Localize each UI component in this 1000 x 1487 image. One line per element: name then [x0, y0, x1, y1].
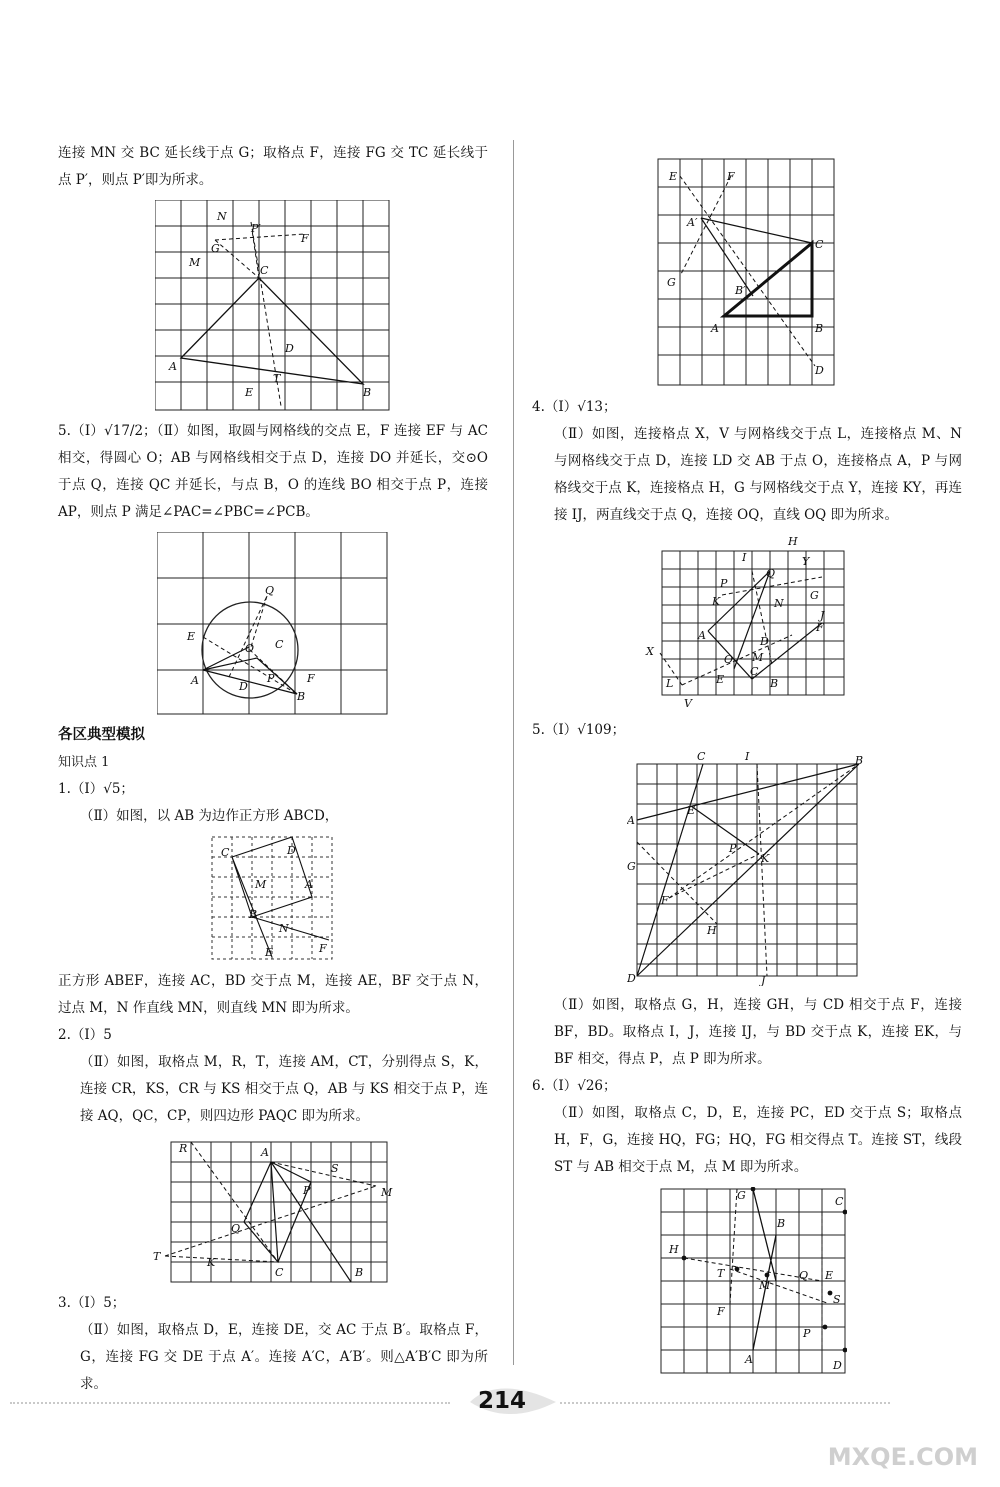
- watermark: MXQE.COM: [827, 1443, 978, 1471]
- label-b: B: [770, 677, 779, 690]
- label-o: O: [724, 653, 734, 666]
- figure-grid-triangle-abc: [155, 200, 391, 412]
- label-e: E: [687, 804, 696, 817]
- label-d: D: [760, 635, 769, 648]
- label-g: G: [627, 860, 636, 873]
- label-p: P: [267, 672, 275, 685]
- label-s: S: [331, 1162, 339, 1175]
- paragraph-p-prime: 连接 MN 交 BC 延长线于点 G；取格点 F，连接 FG 交 TC 延长线于点 P′，则点 P′即为所求。: [58, 145, 488, 188]
- grid: [155, 200, 389, 410]
- label-p: P: [303, 1184, 311, 1197]
- q4-part2: （Ⅱ）如图，连接格点 X，V 与网格线交于点 L，连接格点 M、N 与网格线交于点 D，连接 LD 交 AB 于点 O，连接格点 A，P 与网格线交于点 K，连接格点 H，G 与网格线交于点 Y，连接 KY，再连接 IJ，两直线交于点 Q，连接 OQ，直线 OQ 即为所求。: [554, 426, 962, 523]
- label-f: F: [727, 170, 735, 183]
- label-r: R: [179, 1142, 188, 1155]
- label-b: B: [855, 754, 864, 767]
- label-m: M: [255, 878, 267, 891]
- q6-part1: 6.（Ⅰ）√26；: [532, 1078, 617, 1094]
- label-m: M: [759, 1279, 771, 1292]
- label-q: Q: [766, 567, 776, 580]
- label-a: A: [745, 1353, 753, 1366]
- label-t: T: [273, 372, 281, 385]
- q5-part1: 5.（Ⅰ）√109；: [532, 722, 626, 738]
- label-b-prime: B′: [735, 284, 746, 297]
- label-s: S: [833, 1293, 841, 1306]
- figure-quadrilateral-paqc: [151, 1136, 395, 1284]
- label-f: F: [661, 894, 669, 907]
- q2-part2: （Ⅱ）如图，取格点 M，R，T，连接 AM，CT，分别得点 S，K，连接 CR，KS，CR 与 KS 相交于点 Q，AB 与 KS 相交于点 P，连接 AQ，QC，CP，则四边形 PAQC 即为所求。: [80, 1054, 488, 1124]
- footer-rule-left: [10, 1402, 450, 1406]
- label-b: B: [297, 690, 306, 703]
- label-y: Y: [802, 555, 810, 568]
- label-t: T: [153, 1250, 161, 1263]
- q3-part1: 3.（Ⅰ）5；: [58, 1295, 126, 1311]
- label-e: E: [716, 673, 725, 686]
- question-5-body: 如图，取圆与网格线的交点 E，F 连接 EF 与 AC 相交，得圆心 O；AB 与网格线相交于点 D，连接 DO 并延长，交⊙O 于点 Q，连接 QC 并延长，与点 B，O 的连线 BO 相交于点 P，连接 AP，则点 P 满足∠PAC=∠PBC=∠PCB。: [58, 423, 488, 520]
- label-l: L: [666, 677, 674, 690]
- label-n: N: [774, 597, 784, 610]
- q6-part2: （Ⅱ）如图，取格点 C，D，E，连接 PC，ED 交于点 S；取格点 H，F，G，连接 HQ，FG；HQ，FG 相交得点 T。连接 ST，线段 ST 与 AB 相交于点 M，点 M 即为所求。: [554, 1105, 962, 1175]
- label-c: C: [697, 750, 706, 763]
- figure-squares-dashed: [211, 836, 335, 962]
- label-j: J: [761, 974, 766, 986]
- label-e: E: [245, 386, 254, 399]
- label-d: D: [833, 1359, 842, 1372]
- topic-label: 知识点 1: [58, 755, 110, 770]
- page-number: 214: [478, 1388, 527, 1414]
- label-c: C: [260, 264, 269, 277]
- label-c: C: [750, 665, 759, 678]
- figure-lines: [181, 278, 363, 384]
- label-d: D: [287, 844, 296, 857]
- label-m: M: [189, 256, 201, 269]
- label-c: C: [221, 846, 230, 859]
- label-h: H: [707, 924, 717, 937]
- label-m: M: [752, 651, 764, 664]
- label-e: E: [265, 946, 274, 959]
- label-j: J: [820, 609, 825, 622]
- label-e: E: [187, 630, 196, 643]
- label-e: E: [825, 1269, 834, 1282]
- label-n: N: [279, 922, 289, 935]
- label-k: K: [761, 852, 770, 865]
- label-f: F: [301, 232, 309, 245]
- footer-rule-right: [560, 1402, 890, 1406]
- figure-triangle-reflection: [655, 156, 839, 388]
- figure-circle-grid: [157, 532, 389, 716]
- label-n: N: [217, 210, 227, 223]
- label-a: A: [169, 360, 177, 373]
- label-f: F: [307, 672, 315, 685]
- label-b: B: [355, 1266, 364, 1279]
- label-g: G: [737, 1189, 746, 1202]
- label-a: A: [191, 674, 199, 687]
- label-o: O: [245, 642, 255, 655]
- label-a: A: [627, 814, 635, 827]
- left-column: [58, 140, 488, 1398]
- q4-part1: 4.（Ⅰ）√13；: [532, 399, 617, 415]
- label-m: M: [381, 1186, 393, 1199]
- right-column: [532, 150, 962, 1383]
- label-p: P: [720, 577, 728, 590]
- label-f: F: [717, 1305, 725, 1318]
- question-5-answer: [58, 418, 488, 526]
- label-a: A: [711, 322, 719, 335]
- label-f: F: [816, 621, 824, 634]
- section-heading: 各区典型模拟: [58, 727, 145, 743]
- label-b: B: [363, 386, 372, 399]
- label-c: C: [835, 1195, 844, 1208]
- label-c: C: [815, 238, 824, 251]
- label-h: H: [669, 1243, 679, 1256]
- label-q: Q: [265, 584, 275, 597]
- label-i: I: [742, 551, 747, 564]
- label-e: E: [669, 170, 678, 183]
- label-p-prime: P′: [251, 222, 261, 235]
- label-t: T: [717, 1267, 725, 1280]
- q2-part1: 2.（Ⅰ）5: [58, 1027, 112, 1043]
- figure-line-oq: [642, 535, 852, 711]
- label-p: P: [803, 1327, 811, 1340]
- label-c: C: [275, 1266, 284, 1279]
- q3-part2: （Ⅱ）如图，取格点 D，E，连接 DE，交 AC 于点 B′。取格点 F，G，连接 FG 交 DE 于点 A′。连接 A′C，A′B′。则△A′B′C 即为所求。: [80, 1322, 488, 1392]
- question-5-head: 5.（Ⅰ）√17/2；（Ⅱ）: [58, 423, 187, 439]
- label-g: G: [810, 589, 819, 602]
- column-divider: [513, 140, 514, 1365]
- label-c: C: [275, 638, 284, 651]
- label-b: B: [777, 1217, 786, 1230]
- label-h: H: [788, 535, 798, 548]
- q5-part2: （Ⅱ）如图，取格点 G，H，连接 GH，与 CD 相交于点 F，连接 BF，BD。取格点 I，J，连接 IJ，与 BD 交于点 K，连接 EK，与 BF 相交，得点 P，点 P 即为所求。: [554, 997, 962, 1067]
- label-a: A: [305, 878, 313, 891]
- label-b: B: [815, 322, 824, 335]
- label-a: A: [261, 1146, 269, 1159]
- label-v: V: [684, 697, 692, 710]
- label-f: F: [319, 942, 327, 955]
- label-k: K: [712, 595, 721, 608]
- q1-part2: （Ⅱ）如图，以 AB 为边作正方形 ABCD，: [80, 808, 339, 824]
- label-g: G: [211, 242, 220, 255]
- figure-point-p-large: [627, 750, 867, 986]
- label-d: D: [627, 972, 636, 985]
- label-d: D: [239, 680, 248, 693]
- label-x: X: [646, 645, 654, 658]
- label-d: D: [815, 364, 824, 377]
- label-q: Q: [799, 1269, 809, 1282]
- figure-segment-st: [647, 1187, 847, 1377]
- label-d: D: [285, 342, 294, 355]
- q1-part1: 1.（Ⅰ）√5；: [58, 781, 134, 797]
- q1-part3: 正方形 ABEF，连接 AC，BD 交于点 M，连接 AE，BF 交于点 N，过点 M，N 作直线 MN，则直线 MN 即为所求。: [58, 973, 488, 1016]
- label-b: B: [249, 908, 258, 921]
- label-p: P: [729, 842, 737, 855]
- label-a-prime: A′: [687, 216, 698, 229]
- label-q: Q: [231, 1222, 241, 1235]
- label-k: K: [207, 1256, 216, 1269]
- label-i: I: [745, 750, 750, 763]
- label-a: A: [698, 629, 706, 642]
- label-g: G: [667, 276, 676, 289]
